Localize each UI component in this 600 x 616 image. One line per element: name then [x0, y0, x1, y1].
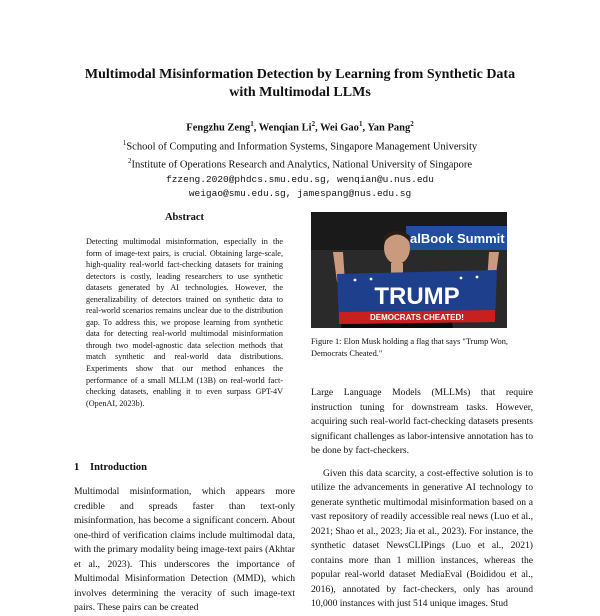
section-number: 1 [74, 462, 80, 473]
paragraph: Given this data scarcity, a cost-effective solution is to utilize the advancements in generative AI technology to generate synthetic multimodal misinformation based on a vast repository of readily accessible real news (Luo et al., 2021; Shao et al., 2023; Jia et al., 2023). For instance, the synthetic dataset NewsCLIPings (Luo et al., 2021) contains more than 1 million instances, whereas the popular real-world dataset MediaEval (Boididou et al., 2016), annotated by fact-checkers, only has around 10,000 instances with just 514 unique images. Stud [311, 467, 533, 609]
banner-text: alBook Summit [410, 231, 505, 246]
author-name: Fengzhu Zeng [186, 122, 251, 134]
section-heading-introduction [74, 462, 295, 473]
flag-sub-text: DEMOCRATS CHEATED! [370, 313, 464, 322]
section-title: Introduction [90, 462, 147, 473]
introduction-text: Multimodal misinformation, which appears more credible and spreads faster than text-only misinformation, has become a significant concern. About one-third of verification claims include multimodal data, with the primary modality being image-text pairs (Akhtar et al., 2023). This underscores the importance of Multimodal Misinformation Detection (MMD), which involves determining the veracity of such image-text pairs. These pairs can be created [74, 486, 295, 613]
affil-mark: 1 [122, 138, 127, 147]
email-line: weigao@smu.edu.sg, jamespang@nus.edu.sg [188, 187, 412, 199]
author-separator: , [362, 122, 368, 134]
email-line: fzzeng.2020@phdcs.smu.edu.sg, wenqian@u.nus.edu [166, 173, 434, 185]
affiliation [40, 136, 560, 155]
author-affil-mark: 1 [250, 120, 254, 128]
author-separator: , [253, 122, 259, 134]
abstract-heading: Abstract [164, 212, 205, 223]
flag-main-text: TRUMP [374, 283, 460, 310]
author-name: Wei Gao [320, 122, 359, 134]
paragraph: Large Language Models (MLLMs) that require instruction tuning for downstream tasks. However, acquiring such real-world fact-checking datasets presents significant challenges as labor-intensive annotation has to be done by fact-checkers. [311, 387, 533, 456]
title-line-2: with Multimodal LLMs [229, 85, 371, 100]
author-names [40, 117, 560, 136]
author-name: Yan Pang [367, 122, 411, 134]
author-separator: , [315, 122, 321, 134]
person-neck [391, 263, 403, 273]
figure-caption: Figure 1: Elon Musk holding a flag that says "Trump Won, Democrats Cheated." [311, 337, 508, 358]
author-affil-mark: 1 [358, 120, 363, 128]
flag-star [370, 278, 373, 281]
flag-star [460, 277, 463, 280]
author-block [40, 117, 560, 201]
abstract-text: Detecting multimodal misinformation, especially in the form of image-text pairs, is crucial. Obtaining large-scale, high-quality real-world fact-checking datasets for training detectors is costly, leading researchers to use synthetic datasets generated by AI technologies. However, the generalizability of detectors trained on synthetic data to real-world scenarios remains unclear due to the distribution gap. To address this, we propose learning from synthetic data for detecting real-world multimodal misinformation through two model-agnostic data selection methods that match synthetic and real-world data distributions. Experiments show that our method enhances the performance of a small MLLM (13B) on real-world fact-checking datasets, enabling it to even surpass GPT-4V (OpenAI, 2023b). [86, 237, 283, 408]
paper-title [40, 66, 560, 102]
affiliation-text: School of Computing and Information Systems, Singapore Management University [126, 141, 478, 152]
flag-star [476, 276, 479, 279]
affil-mark: 2 [127, 157, 132, 165]
figure-photo [311, 212, 507, 328]
right-column-text [311, 386, 533, 609]
author-affil-mark: 2 [410, 120, 414, 128]
author-name: Wenqian Li [258, 122, 312, 134]
title-line-1: Multimodal Misinformation Detection by Learning from Synthetic Data [84, 67, 516, 82]
affiliation [40, 154, 560, 173]
photo-illustration [311, 212, 507, 328]
flag-star [354, 279, 357, 282]
author-affil-mark: 2 [311, 120, 316, 128]
affiliation-text: Institute of Operations Research and Analytics, National University of Singapore [131, 159, 473, 171]
